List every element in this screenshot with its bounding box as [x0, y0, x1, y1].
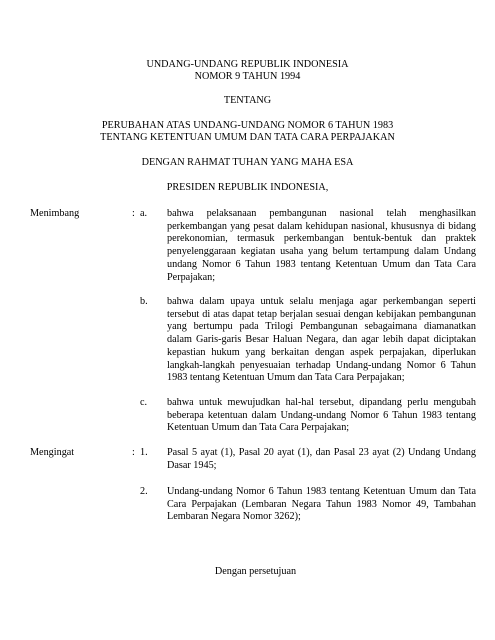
subject-line-1: PERUBAHAN ATAS UNDANG-UNDANG NOMOR 6 TAHUN 1983 — [101, 120, 394, 131]
mengingat-item-1 — [140, 447, 476, 472]
item-number: c. — [140, 397, 148, 408]
persetujuan-line: Dengan persetujuan — [214, 566, 297, 577]
menimbang-item-a — [140, 208, 476, 284]
menimbang-item-c — [140, 397, 476, 435]
item-number: 1. — [140, 447, 148, 458]
law-number: NOMOR 9 TAHUN 1994 — [194, 71, 301, 82]
mengingat-item-2 — [140, 486, 476, 524]
item-text: Undang-undang Nomor 6 Tahun 1983 tentang Ketentuan Umum dan Tata Cara Perpajakan (Lembaran Negara Tahun 1983 Nomor 49, Tambahan Lembaran Negara Nomor 3262); — [167, 486, 476, 523]
law-title: UNDANG-UNDANG REPUBLIK INDONESIA — [146, 59, 349, 70]
item-text: bahwa pelaksanaan pembangunan nasional telah menghasilkan perkembangan yang pesat dalam kehidupan nasional, khususnya di bidang perekonomian, termasuk perkembangan bentuk-bentuk dan praktek penyelenggaraan kegiatan usaha yang belum tertampung dalam Undang undang Nomor 6 Tahun 1983 tentang Ketentuan Umum dan Tata Cara Perpajakan; — [167, 208, 476, 283]
presiden-line: PRESIDEN REPUBLIK INDONESIA, — [166, 182, 329, 193]
menimbang-colon: : — [132, 208, 135, 219]
subject-line-2: TENTANG KETENTUAN UMUM DAN TATA CARA PERPAJAKAN — [100, 132, 395, 143]
item-text: bahwa untuk mewujudkan hal-hal tersebut, dipandang perlu mengubah beberapa ketentuan dalam Undang-undang Nomor 6 Tahun 1983 tentang Ketentuan Umum dan Tata Cara Perpajakan; — [167, 397, 476, 434]
rahmat-line: DENGAN RAHMAT TUHAN YANG MAHA ESA — [141, 157, 354, 168]
menimbang-label: Menimbang — [30, 208, 80, 219]
menimbang-item-b — [140, 296, 476, 385]
item-number: 2. — [140, 486, 148, 497]
tentang-heading: TENTANG — [223, 95, 272, 106]
mengingat-colon: : — [132, 447, 135, 458]
item-text: Pasal 5 ayat (1), Pasal 20 ayat (1), dan Pasal 23 ayat (2) Undang Undang Dasar 1945; — [167, 447, 476, 471]
item-number: b. — [140, 296, 148, 307]
item-number: a. — [140, 208, 148, 219]
mengingat-label: Mengingat — [30, 447, 75, 458]
item-text: bahwa dalam upaya untuk selalu menjaga agar perkembangan seperti tersebut di atas dapat tetap berjalan sesuai dengan kebijakan pembangunan yang bertumpu pada Trilogi Pembangunan sebagaimana diamanatkan dalam Garis-garis Besar Haluan Negara, dan agar lebih dapat diciptakan kepastian hukum yang berkaitan dengan aspek perpajakan, diperlukan langkah-langkah penyesuaian terhadap Undang-undang Nomor 6 Tahun 1983 tentang Ketentuan Umum dan Tata Cara Perpajakan; — [167, 296, 476, 384]
